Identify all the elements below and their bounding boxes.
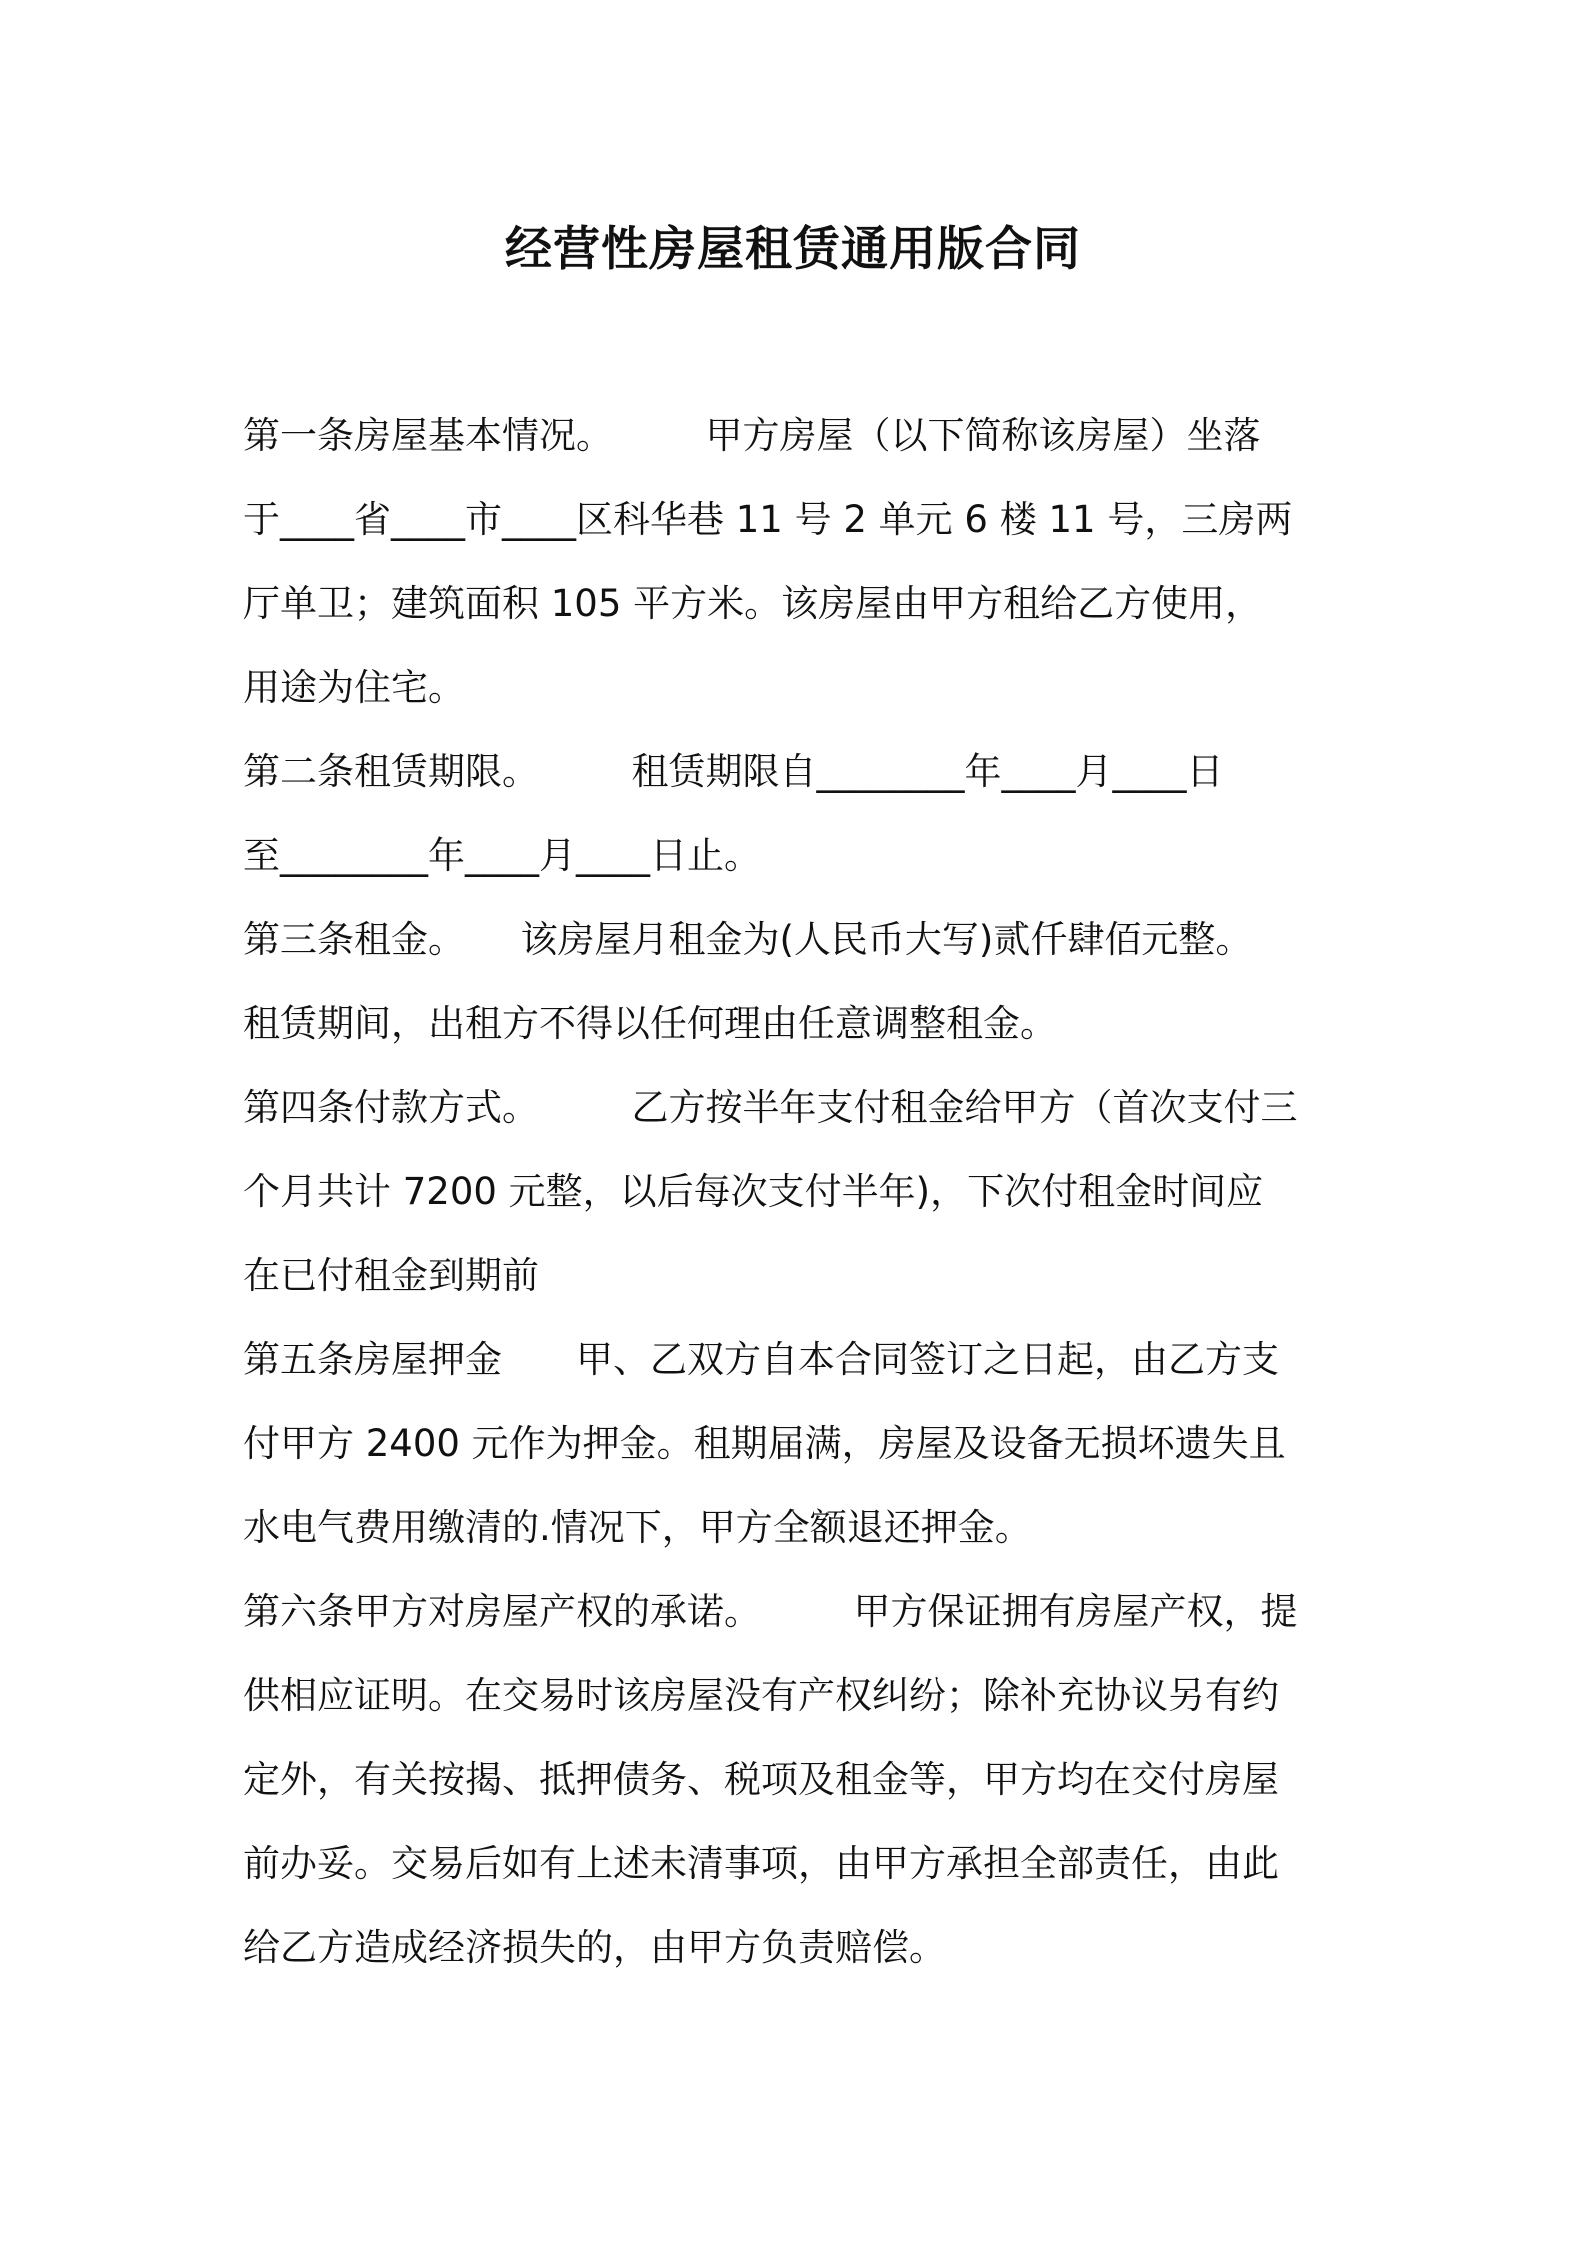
clause-line: 定外，有关按揭、抵押债务、税项及租金等，甲方均在交付房屋 <box>243 1758 1279 1801</box>
clause-line: 用途为住宅。 <box>243 666 465 709</box>
clause-line: 第六条甲方对房屋产权的承诺。 甲方保证拥有房屋产权，提 <box>243 1590 1298 1633</box>
clause-line: 租赁期间，出租方不得以任何理由任意调整租金。 <box>243 1002 1057 1045</box>
clause-5-deposit <box>243 1318 1353 1570</box>
clause-3-rent <box>243 898 1353 1066</box>
clause-line: 在已付租金到期前 <box>243 1254 539 1297</box>
clause-line: 于____省____市____区科华巷 11 号 2 单元 6 楼 11 号，三房两 <box>243 498 1293 541</box>
clause-2-lease-term <box>243 730 1353 898</box>
clause-line: 第二条租赁期限。 租赁期限自________年____月____日 <box>243 750 1224 793</box>
clause-line: 第一条房屋基本情况。 甲方房屋（以下简称该房屋）坐落 <box>243 414 1261 457</box>
document-title: 经营性房屋租赁通用版合同 <box>505 222 1081 277</box>
clause-4-payment-method <box>243 1066 1353 1318</box>
clause-line: 至________年____月____日止。 <box>243 834 761 877</box>
clause-6-ownership-commitment <box>243 1570 1353 1990</box>
clause-1-premises <box>243 394 1353 730</box>
clause-line: 第五条房屋押金 甲、乙双方自本合同签订之日起，由乙方支 <box>243 1338 1279 1381</box>
clause-line: 给乙方造成经济损失的，由甲方负责赔偿。 <box>243 1926 946 1969</box>
clause-line: 水电气费用缴清的.情况下，甲方全额退还押金。 <box>243 1506 1032 1549</box>
clause-line: 第三条租金。 该房屋月租金为(人民币大写)贰仟肆佰元整。 <box>243 918 1253 961</box>
clause-line: 第四条付款方式。 乙方按半年支付租金给甲方（首次支付三 <box>243 1086 1298 1129</box>
clause-line: 厅单卫；建筑面积 105 平方米。该房屋由甲方租给乙方使用， <box>243 582 1263 625</box>
clause-line: 付甲方 2400 元作为押金。租期届满，房屋及设备无损坏遗失且 <box>243 1422 1286 1465</box>
clause-line: 供相应证明。在交易时该房屋没有产权纠纷；除补充协议另有约 <box>243 1674 1279 1717</box>
clause-line: 个月共计 7200 元整，以后每次支付半年)，下次付租金时间应 <box>243 1170 1264 1213</box>
clause-line: 前办妥。交易后如有上述未清事项，由甲方承担全部责任，由此 <box>243 1842 1279 1885</box>
document-body <box>243 394 1353 1990</box>
